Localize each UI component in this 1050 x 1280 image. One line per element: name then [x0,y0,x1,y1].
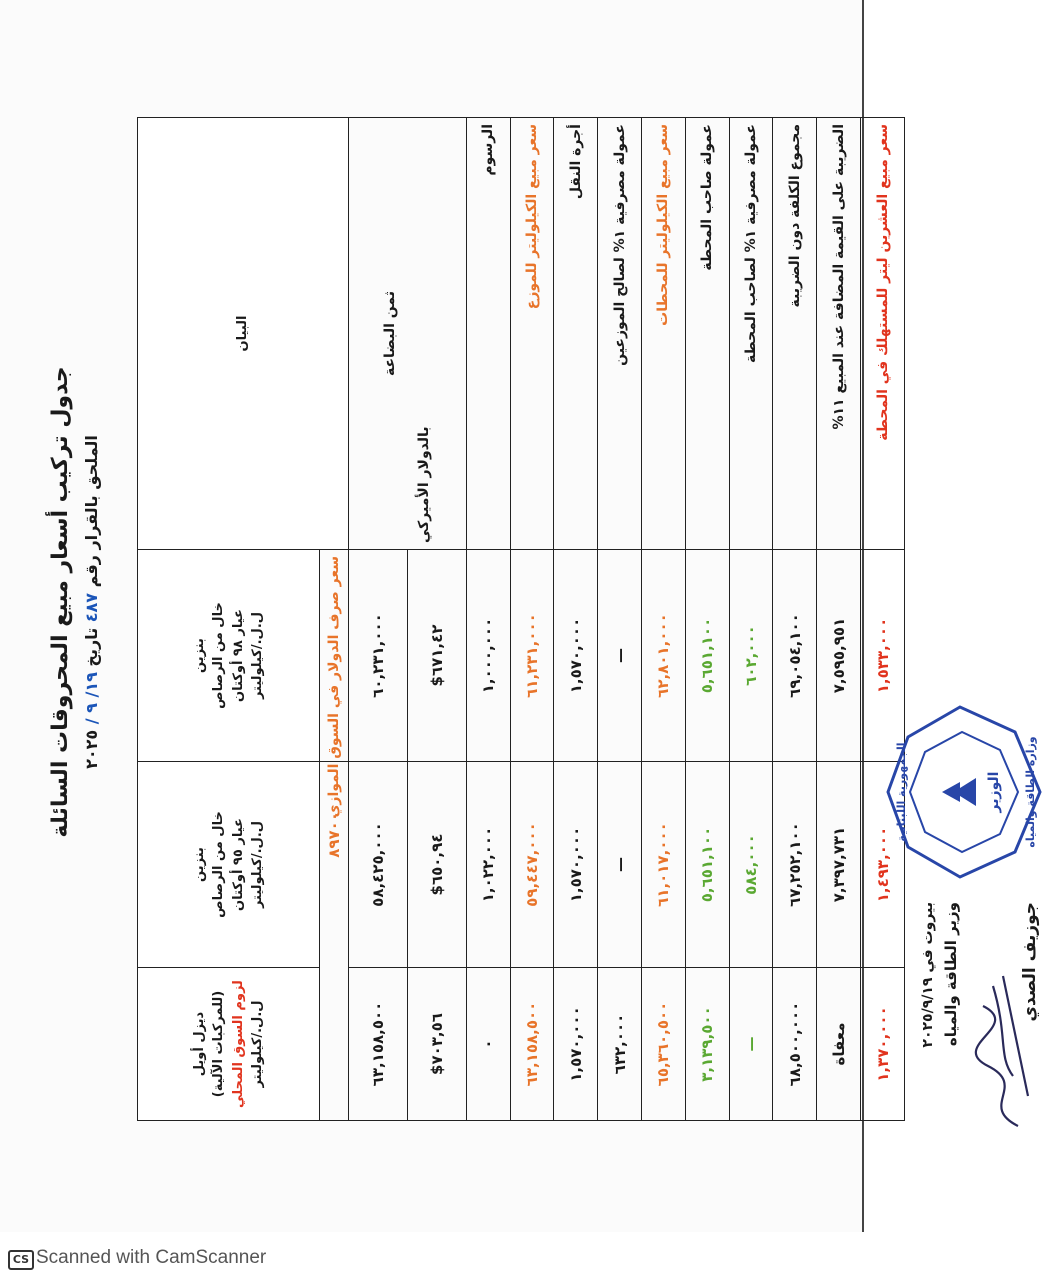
cell-diesel: ١,٥٧٠,٠٠٠ [554,968,598,1121]
cell-gas95: ٥٨٤,٠٠٠ [729,762,773,968]
fuel-price-table [137,117,905,1121]
cell-gas98: ٦٠,٢٣١,٠٠٠ [349,550,408,762]
date-label: تاريخ [82,627,101,667]
cell-diesel: معفاة [817,968,861,1121]
exchange-rate-value: ٨٩٧٠٠ [320,762,349,1121]
row-label: عمولة مصرفية ١% لصاحب المحطة [729,118,773,550]
header-gas95 [138,762,320,968]
usd-label: بالدولار الأميركي [416,426,433,543]
table-row [598,118,642,1121]
header-gas98-line: بنزين [191,638,207,673]
cell-gas95: ٥٨,٤٢٥,٠٠٠ [349,762,408,968]
cell-diesel: ٦٥,٣٦٠,٥٠٠ [642,968,686,1121]
row-label: الرسوم [466,118,510,550]
header-diesel-line: ل.ل./كيلوليتر [250,1000,266,1088]
cell-diesel: ٦٣,١٥٨,٥٠٠ [349,968,408,1121]
place-date: بيروت في ٢٠٢٥/٩/١٩ [920,902,936,1048]
decision-number: ٤٨٧ [82,592,101,623]
cell-gas95: ٧,٣٩٧,٧٣١ [817,762,861,968]
table-row [466,118,510,1121]
cell-diesel: ٠ [466,968,510,1121]
table-row [510,118,554,1121]
decision-date: ١٩/ ٩ / [82,672,101,725]
ministry-seal-icon [880,692,1050,892]
document-title: جدول تركيب أسعار مبيع المحروقات السائلة [48,366,73,838]
header-gas98-line: ل.ل./كيلوليتر [250,611,266,700]
document-subtitle [82,202,101,1002]
cell-gas98: ٦٢,٨٠١,٠٠٠ [642,550,686,762]
cell-gas95: ١,٥٧٠,٠٠٠ [554,762,598,968]
seal-top-text: الجمهورية اللبنانية [895,742,908,842]
header-item: البيان [138,118,349,550]
cell-gas95: ٥٩,٤٤٧,٠٠٠ [510,762,554,968]
header-diesel-line: (للمركبات الآلية) [211,990,227,1098]
row-label: سعر مبيع الكيلوليتر للمحطات [642,118,686,550]
cell-gas98: ١,٥٧٠,٠٠٠ [554,550,598,762]
row-label: أجرة النقل [554,118,598,550]
cell-diesel: ٦٣,١٥٨,٥٠٠ [510,968,554,1121]
handwritten-signature-icon [968,956,1038,1136]
table-row [554,118,598,1121]
table-row [773,118,817,1121]
cell-gas95: ٦٧,٢٥٢,١٠٠ [773,762,817,968]
header-diesel-line: لزوم السوق المحلي [230,980,246,1108]
seal-center-text: الوزير [986,771,1002,813]
cell-diesel: ٦٨,٥٠٠,٠٠٠ [773,968,817,1121]
camscanner-logo-icon: CS [8,1250,34,1270]
minister-name: جوزيف الصدي [1020,902,1040,1022]
header-diesel-line: ديزل أويل [191,1011,207,1077]
row-label: عمولة صاحب المحطة [685,118,729,550]
header-gas95-line: بنزين [191,847,207,882]
cell-gas95: ١,٤٩٣,٠٠٠ [861,762,905,968]
cell-gas95: ٥,٦٥١,١٠٠ [685,762,729,968]
cell-gas98: ١,٠٠٠,٠٠٠ [466,550,510,762]
row-label: عمولة مصرفية ١% لصالح الموزعين [598,118,642,550]
header-gas95-line: عيار ٩٥ أوكتان [230,818,246,911]
cell-gas95: — [598,762,642,968]
header-gas98-line: خال من الرصاص [211,602,227,709]
minister-title: وزير الطاقة والمياه [942,902,960,1047]
subtitle-prefix: الملحق بالقرار رقم [82,435,101,588]
cell-gas95: ٦٥٠,٩٤$ [407,762,466,968]
table-row [817,118,861,1121]
header-gas98 [138,550,320,762]
header-gas95-line: ل.ل./كيلوليتر [250,820,266,909]
cell-gas98: ٧,٥٩٥,٩٥١ [817,550,861,762]
header-gas95-line: خال من الرصاص [211,811,227,918]
table-row [642,118,686,1121]
header-diesel [138,968,320,1121]
cell-gas98: ٦٠٢,٠٠٠ [729,550,773,762]
cell-diesel: ٣,١٣٩,٥٠٠ [685,968,729,1121]
cell-diesel: ٦٣٢,٠٠٠ [598,968,642,1121]
seal-bottom-text: وزارة الطاقة والمياه [1024,736,1037,848]
cell-gas98: ٦٧١,٤٢$ [407,550,466,762]
table-row [729,118,773,1121]
header-gas98-line: عيار ٩٨ أوكتان [230,609,246,702]
cell-diesel: ٧٠٣,٥٦$ [407,968,466,1121]
row-label: سعر مبيع الكيلوليتر للموزع [510,118,554,550]
header-row [138,118,320,1121]
cell-gas95: ١,٠٢٢,٠٠٠ [466,762,510,968]
cell-gas98: ٦٩,٠٥٤,١٠٠ [773,550,817,762]
cell-diesel: ١,٣٧٠,٠٠٠ [861,968,905,1121]
row-label: الضريبة على القيمة المضافة عند المبيع ١١% [817,118,861,550]
row-label: سعر مبيع العشرين ليتر للمستهلك في المحطة [861,118,905,550]
cell-gas95: ٦١,٠١٧,٠٠٠ [642,762,686,968]
cell-gas98: ٦١,٢٣١,٠٠٠ [510,550,554,762]
table-row [685,118,729,1121]
goods-price-cell [349,118,467,550]
row-label: مجموع الكلفة دون الضريبة [773,118,817,550]
exchange-rate-label: سعر صرف الدولار في السوق الموازي [320,550,349,762]
table-row [861,118,905,1121]
goods-price-label: ثمن البضاعة [382,291,399,376]
table-row [349,118,408,1121]
cell-gas98: ١,٥٣٣,٠٠٠ [861,550,905,762]
cell-gas98: ٥,٦٥١,١٠٠ [685,550,729,762]
cell-gas98: — [598,550,642,762]
decision-year: ٢٠٢٥ [82,729,101,769]
camscanner-watermark: Scanned with CamScanner [36,1247,267,1268]
cell-diesel: — [729,968,773,1121]
